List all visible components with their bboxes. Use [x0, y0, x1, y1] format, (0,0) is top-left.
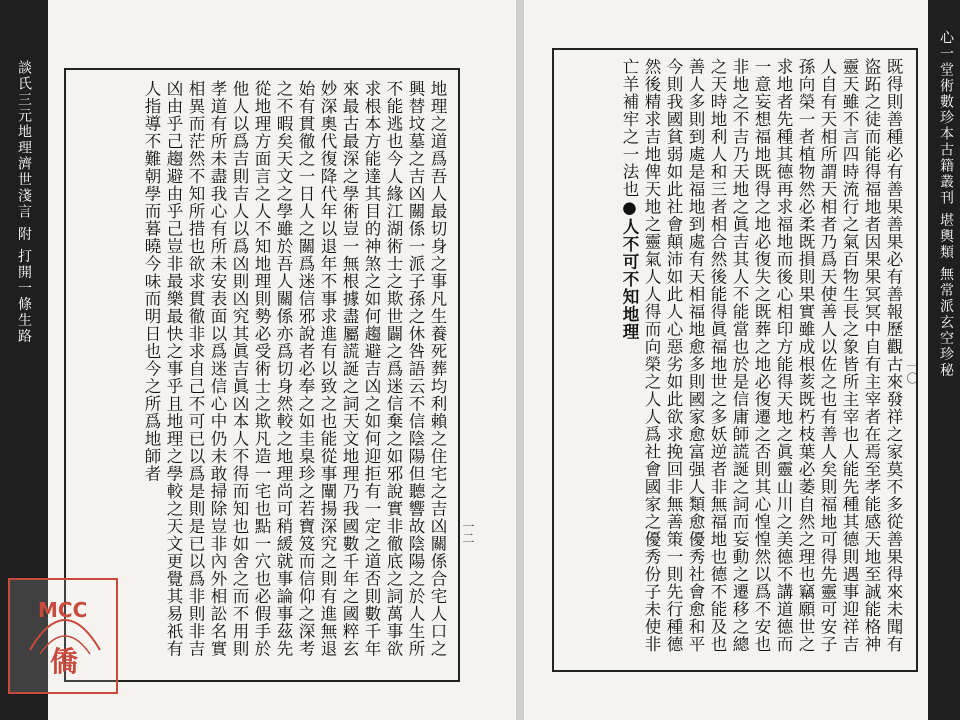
right-page-content [566, 58, 904, 658]
bullet-icon: ● [620, 198, 639, 218]
right-page-number: 一〇 [905, 360, 919, 384]
publisher-seal-stamp [8, 578, 118, 694]
left-page-number: 一二 [461, 520, 475, 544]
left-page-text: 地理之道爲吾人最切身之事凡生養死葬均利賴之住宅之吉凶關係合宅人口之興替坟墓之吉凶關係一派子孫之休咎語云不信陰陽但聽響故陰陽之於人生所不能逃也今人緣江湖術士之欺世闢之爲迷信棄之如邪說實非徹底之詞萬事欲求根本方能達其目的神煞之如何趨避吉凶之如何迎拒有一定之道否則數千年來最古最深之學術豈一無根據盡屬謊誕之詞天文地理乃我國數千年之國粹玄妙深奧代復降代年以退年不事求進有以致之也能從事闡揚深究之則有進無退始有貫徹之一日人之關爲迷信邪說者必奉之如圭臬珍之若寶笈而信仰之深考之不暇矣天文之學雖於吾人關係亦爲切身然較之地理尚可稍緩就事論事茲先從地理方面言之人不知地理則勢必受術士之欺凡造一宅也點一穴也必假手於他人以爲吉則吉人以爲凶則凶究其眞吉眞凶本人不得而知也如舍之而不用則孝道有所未盡我心有所未安表面以爲迷信心中仍未敢掃除豈非內外相訟名實相異而茫然不知所措也欲求貫徹非求自己不可已以爲是則是已以爲非則非吉凶由乎己趨避由乎己豈非最樂最快之事乎且地理之學較之天文更覺其易祇有人指導不難朝學而暮曉今味而明日也今之所爲地師者 [142, 80, 447, 658]
seal-char: 僑 [50, 645, 79, 678]
right-margin-strip [928, 0, 960, 720]
seal-mark: MCC [38, 598, 88, 622]
section-heading: 人不可不知地理 [620, 218, 639, 341]
left-margin-title: 談氏三元地理濟世淺言 附 打開一條生路 [16, 60, 32, 345]
section-heading-block [620, 198, 639, 341]
right-margin-title: 心一堂術數珍本古籍叢刊 堪輿類 無常派玄空珍秘 [938, 30, 954, 379]
right-page-text: 既得則善種必有善果善果必有善報歷觀古來發祥之家莫不多從善果得來未聞有盜跖之徒而能得福地者因果果冥冥中自有主宰者在焉至孝能感天地至誠能格神靈天雖不言四時流行之氣百物生長之象皆所主宰也人能先種其德則遇事迎祥吉人自有天相所謂天相者乃爲天使善人以佐之也有善人矣則福地可得先靈可安子孫向榮一者植物然必柔既損則果實雖成根荄既朽枝葉必萎自然之理也竊願世之求地者先種其德再求福地而後心相印方能得天地之眞靈山川之美德不講道德而一意妄想福地既得之地必復失之既葬之地必復遷之否則其心惶惶然以爲不安也非地之不吉乃天地之眞吉其人不能當也於是信庸師謊誕之詞而妄動之遷移之總之天時地利人和三者相合然後能得眞福地世之多妖逆者非無福地也德不能及也善人多則到處是福地到處有天相福地愈多則國家愈富强人類愈優秀社會愈和平今則我國貧弱如此社會顛沛如此人心惡劣如此欲求挽回非無善策一則先行種德然後精求吉地俾天地之靈氣人人得而向榮之人人爲社會國家之優秀份子未使非亡羊補牢之一法也 [620, 58, 903, 653]
book-gutter [516, 0, 524, 720]
